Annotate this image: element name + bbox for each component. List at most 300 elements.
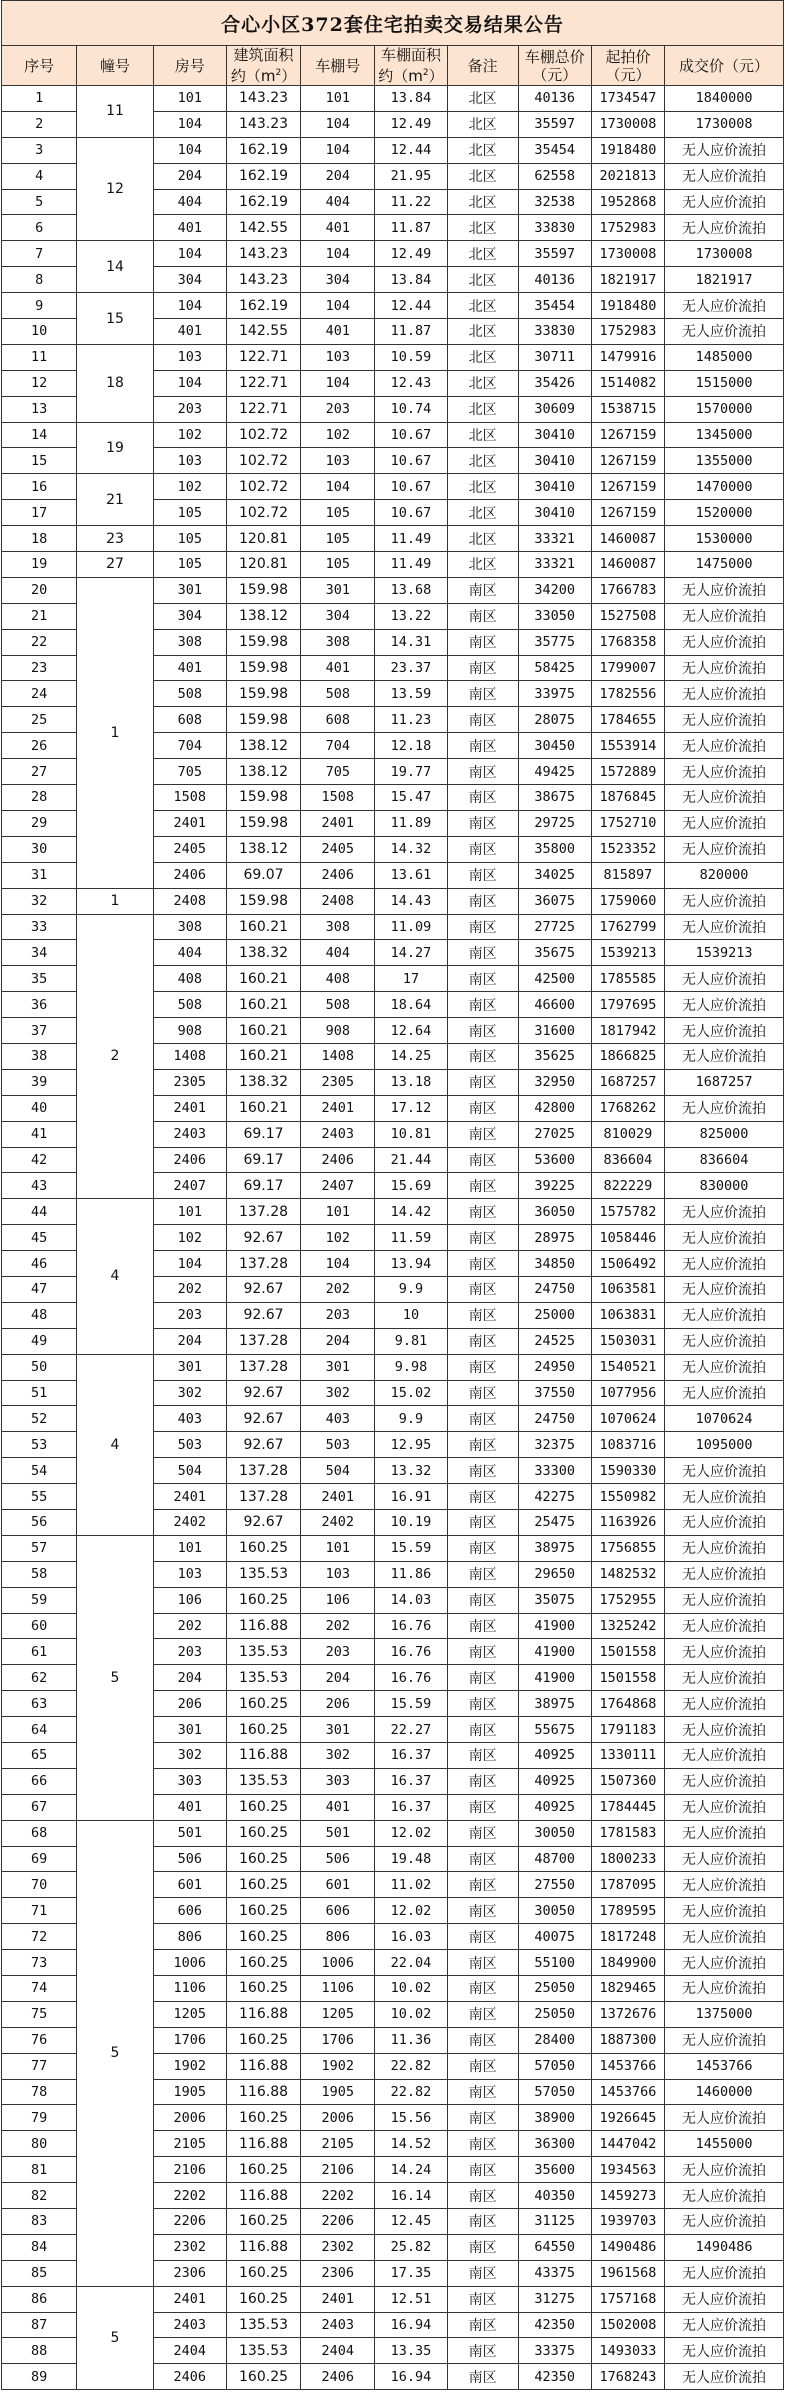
cell-shedarea: 22.82 (375, 2079, 447, 2105)
cell-total: 30410 (518, 474, 591, 500)
cell-start: 1572889 (591, 759, 664, 785)
cell-start: 2021813 (591, 163, 664, 189)
cell-shed: 705 (301, 759, 375, 785)
auction-results-table (1, 0, 784, 2390)
cell-area: 160.25 (226, 1587, 300, 1613)
cell-room: 1508 (153, 785, 226, 811)
cell-final: 1490486 (665, 2234, 784, 2260)
cell-shedarea: 10.19 (375, 1509, 447, 1535)
cell-area: 160.25 (226, 1924, 300, 1950)
cell-final: 无人应价流拍 (665, 1561, 784, 1587)
cell-shed: 401 (301, 655, 375, 681)
cell-room: 303 (153, 1768, 226, 1794)
cell-total: 30450 (518, 733, 591, 759)
cell-shed: 203 (301, 396, 375, 422)
cell-total: 36300 (518, 2131, 591, 2157)
cell-room: 806 (153, 1924, 226, 1950)
cell-room: 1205 (153, 2001, 226, 2027)
cell-shedarea: 12.95 (375, 1432, 447, 1458)
cell-seq: 18 (2, 526, 77, 552)
cell-total: 24950 (518, 1354, 591, 1380)
cell-final: 无人应价流拍 (665, 163, 784, 189)
cell-note: 北区 (447, 526, 518, 552)
cell-shedarea: 12.44 (375, 293, 447, 319)
cell-room: 2305 (153, 1069, 226, 1095)
cell-final: 无人应价流拍 (665, 914, 784, 940)
cell-seq: 62 (2, 1665, 77, 1691)
cell-shed: 204 (301, 1328, 375, 1354)
cell-shed: 105 (301, 552, 375, 578)
cell-area: 135.53 (226, 1768, 300, 1794)
cell-shedarea: 14.52 (375, 2131, 447, 2157)
cell-shedarea: 15.59 (375, 1691, 447, 1717)
cell-area: 160.25 (226, 2027, 300, 2053)
cell-shedarea: 16.76 (375, 1665, 447, 1691)
cell-total: 38900 (518, 2105, 591, 2131)
cell-note: 南区 (447, 1225, 518, 1251)
cell-start: 1077956 (591, 1380, 664, 1406)
table-row (2, 2286, 784, 2312)
cell-note: 南区 (447, 1018, 518, 1044)
cell-start: 1514082 (591, 370, 664, 396)
cell-start: 1523352 (591, 836, 664, 862)
cell-area: 138.12 (226, 836, 300, 862)
cell-room: 102 (153, 422, 226, 448)
cell-total: 55675 (518, 1717, 591, 1743)
cell-area: 122.71 (226, 344, 300, 370)
cell-area: 116.88 (226, 2183, 300, 2209)
cell-area: 160.25 (226, 1794, 300, 1820)
cell-note: 北区 (447, 267, 518, 293)
cell-seq: 56 (2, 1509, 77, 1535)
cell-area: 160.21 (226, 992, 300, 1018)
table-row (2, 474, 784, 500)
cell-building: 18 (77, 344, 153, 422)
cell-room: 705 (153, 759, 226, 785)
cell-area: 162.19 (226, 293, 300, 319)
cell-total: 28975 (518, 1225, 591, 1251)
cell-room: 2404 (153, 2338, 226, 2364)
cell-seq: 8 (2, 267, 77, 293)
cell-note: 南区 (447, 1898, 518, 1924)
cell-start: 1590330 (591, 1458, 664, 1484)
cell-seq: 39 (2, 1069, 77, 1095)
cell-start: 1479916 (591, 344, 664, 370)
cell-final: 无人应价流拍 (665, 655, 784, 681)
cell-shed: 105 (301, 500, 375, 526)
cell-note: 南区 (447, 1251, 518, 1277)
cell-shedarea: 19.77 (375, 759, 447, 785)
cell-room: 301 (153, 1717, 226, 1743)
cell-total: 36075 (518, 888, 591, 914)
cell-shedarea: 21.95 (375, 163, 447, 189)
cell-shed: 304 (301, 267, 375, 293)
cell-shed: 401 (301, 215, 375, 241)
cell-room: 101 (153, 1199, 226, 1225)
cell-start: 1460087 (591, 526, 664, 552)
cell-area: 160.25 (226, 1691, 300, 1717)
cell-note: 南区 (447, 629, 518, 655)
cell-seq: 55 (2, 1484, 77, 1510)
cell-seq: 45 (2, 1225, 77, 1251)
cell-room: 105 (153, 552, 226, 578)
cell-building: 19 (77, 422, 153, 474)
cell-final: 1455000 (665, 2131, 784, 2157)
cell-shed: 2306 (301, 2260, 375, 2286)
cell-shed: 2401 (301, 1484, 375, 1510)
cell-start: 1768358 (591, 629, 664, 655)
cell-note: 南区 (447, 759, 518, 785)
cell-area: 159.98 (226, 888, 300, 914)
cell-final: 无人应价流拍 (665, 1665, 784, 1691)
cell-note: 北区 (447, 396, 518, 422)
cell-note: 南区 (447, 1535, 518, 1561)
cell-start: 1759060 (591, 888, 664, 914)
cell-start: 1887300 (591, 2027, 664, 2053)
cell-shed: 103 (301, 1561, 375, 1587)
cell-start: 1501558 (591, 1665, 664, 1691)
cell-area: 160.21 (226, 914, 300, 940)
cell-area: 92.67 (226, 1509, 300, 1535)
cell-start: 1849900 (591, 1950, 664, 1976)
cell-room: 408 (153, 966, 226, 992)
cell-shed: 302 (301, 1743, 375, 1769)
cell-shedarea: 9.9 (375, 1406, 447, 1432)
cell-note: 南区 (447, 1587, 518, 1613)
cell-seq: 5 (2, 189, 77, 215)
cell-room: 104 (153, 111, 226, 137)
cell-note: 北区 (447, 500, 518, 526)
cell-start: 1553914 (591, 733, 664, 759)
cell-final: 无人应价流拍 (665, 1328, 784, 1354)
cell-note: 南区 (447, 2183, 518, 2209)
cell-room: 308 (153, 629, 226, 655)
cell-room: 2206 (153, 2209, 226, 2235)
header-shed-total: 车棚总价 （元） (518, 46, 591, 86)
header-building: 幢号 (77, 46, 153, 86)
cell-seq: 38 (2, 1043, 77, 1069)
cell-total: 53600 (518, 1147, 591, 1173)
cell-start: 1575782 (591, 1199, 664, 1225)
cell-shedarea: 17 (375, 966, 447, 992)
cell-room: 1902 (153, 2053, 226, 2079)
cell-room: 204 (153, 1665, 226, 1691)
cell-seq: 70 (2, 1872, 77, 1898)
cell-total: 34200 (518, 577, 591, 603)
cell-shedarea: 12.44 (375, 137, 447, 163)
cell-room: 101 (153, 86, 226, 112)
cell-seq: 25 (2, 707, 77, 733)
cell-seq: 76 (2, 2027, 77, 2053)
cell-note: 南区 (447, 2338, 518, 2364)
cell-shed: 2402 (301, 1509, 375, 1535)
cell-start: 1768243 (591, 2364, 664, 2390)
cell-start: 1506492 (591, 1251, 664, 1277)
cell-total: 40925 (518, 1768, 591, 1794)
cell-seq: 63 (2, 1691, 77, 1717)
cell-area: 160.25 (226, 1950, 300, 1976)
cell-seq: 13 (2, 396, 77, 422)
cell-final: 无人应价流拍 (665, 1639, 784, 1665)
cell-shedarea: 10.02 (375, 1976, 447, 2002)
cell-shed: 105 (301, 526, 375, 552)
cell-shedarea: 14.25 (375, 1043, 447, 1069)
cell-area: 159.98 (226, 577, 300, 603)
cell-shed: 2405 (301, 836, 375, 862)
cell-room: 104 (153, 370, 226, 396)
cell-start: 1539213 (591, 940, 664, 966)
cell-shed: 104 (301, 111, 375, 137)
cell-final: 无人应价流拍 (665, 1872, 784, 1898)
header-start-price: 起拍价 （元） (591, 46, 664, 86)
cell-seq: 69 (2, 1846, 77, 1872)
cell-seq: 73 (2, 1950, 77, 1976)
cell-room: 204 (153, 163, 226, 189)
cell-area: 92.67 (226, 1225, 300, 1251)
cell-total: 48700 (518, 1846, 591, 1872)
cell-area: 135.53 (226, 1561, 300, 1587)
cell-final: 无人应价流拍 (665, 733, 784, 759)
cell-final: 无人应价流拍 (665, 293, 784, 319)
cell-final: 1475000 (665, 552, 784, 578)
cell-seq: 23 (2, 655, 77, 681)
table-body (2, 86, 784, 2390)
cell-shed: 1106 (301, 1976, 375, 2002)
cell-room: 2006 (153, 2105, 226, 2131)
cell-room: 203 (153, 1302, 226, 1328)
cell-start: 1070624 (591, 1406, 664, 1432)
cell-shed: 301 (301, 577, 375, 603)
cell-note: 南区 (447, 655, 518, 681)
table-row (2, 422, 784, 448)
cell-start: 1734547 (591, 86, 664, 112)
cell-room: 601 (153, 1872, 226, 1898)
cell-room: 2401 (153, 1484, 226, 1510)
cell-area: 137.28 (226, 1199, 300, 1225)
cell-shedarea: 15.56 (375, 2105, 447, 2131)
cell-final: 无人应价流拍 (665, 1950, 784, 1976)
cell-building: 4 (77, 1199, 153, 1354)
cell-room: 105 (153, 526, 226, 552)
cell-note: 南区 (447, 1121, 518, 1147)
cell-final: 无人应价流拍 (665, 707, 784, 733)
cell-total: 35426 (518, 370, 591, 396)
cell-total: 40925 (518, 1794, 591, 1820)
cell-room: 2106 (153, 2157, 226, 2183)
cell-room: 308 (153, 914, 226, 940)
cell-shedarea: 16.03 (375, 1924, 447, 1950)
header-floor-area: 建筑面积 约$(m^2)$ (226, 46, 300, 86)
cell-shed: 501 (301, 1820, 375, 1846)
cell-note: 南区 (447, 2364, 518, 2390)
cell-note: 北区 (447, 163, 518, 189)
cell-note: 南区 (447, 1095, 518, 1121)
cell-start: 1918480 (591, 137, 664, 163)
cell-final: 无人应价流拍 (665, 1302, 784, 1328)
cell-seq: 49 (2, 1328, 77, 1354)
cell-room: 301 (153, 1354, 226, 1380)
cell-shedarea: 13.84 (375, 267, 447, 293)
cell-note: 南区 (447, 1846, 518, 1872)
cell-shed: 104 (301, 370, 375, 396)
cell-start: 1058446 (591, 1225, 664, 1251)
cell-shed: 302 (301, 1380, 375, 1406)
cell-total: 30050 (518, 1898, 591, 1924)
cell-area: 162.19 (226, 189, 300, 215)
cell-seq: 66 (2, 1768, 77, 1794)
cell-shedarea: 12.51 (375, 2286, 447, 2312)
cell-area: 116.88 (226, 2053, 300, 2079)
cell-area: 120.81 (226, 526, 300, 552)
cell-note: 南区 (447, 1691, 518, 1717)
cell-room: 203 (153, 1639, 226, 1665)
cell-area: 160.25 (226, 1872, 300, 1898)
cell-note: 南区 (447, 1302, 518, 1328)
cell-total: 40925 (518, 1743, 591, 1769)
cell-shed: 203 (301, 1639, 375, 1665)
cell-final: 无人应价流拍 (665, 2027, 784, 2053)
cell-start: 1325242 (591, 1613, 664, 1639)
cell-start: 810029 (591, 1121, 664, 1147)
cell-area: 135.53 (226, 1665, 300, 1691)
cell-shed: 806 (301, 1924, 375, 1950)
cell-seq: 50 (2, 1354, 77, 1380)
cell-final: 1730008 (665, 111, 784, 137)
cell-seq: 1 (2, 86, 77, 112)
cell-area: 143.23 (226, 111, 300, 137)
cell-seq: 42 (2, 1147, 77, 1173)
cell-final: 无人应价流拍 (665, 1199, 784, 1225)
cell-seq: 82 (2, 2183, 77, 2209)
cell-note: 南区 (447, 1820, 518, 1846)
cell-shedarea: 13.84 (375, 86, 447, 112)
cell-area: 116.88 (226, 1743, 300, 1769)
cell-shedarea: 15.69 (375, 1173, 447, 1199)
cell-shedarea: 11.49 (375, 526, 447, 552)
cell-total: 33975 (518, 681, 591, 707)
cell-shed: 2106 (301, 2157, 375, 2183)
cell-area: 142.55 (226, 319, 300, 345)
cell-shedarea: 11.86 (375, 1561, 447, 1587)
cell-room: 404 (153, 189, 226, 215)
cell-seq: 34 (2, 940, 77, 966)
cell-shed: 908 (301, 1018, 375, 1044)
cell-shed: 103 (301, 448, 375, 474)
cell-final: 无人应价流拍 (665, 1846, 784, 1872)
cell-shed: 2302 (301, 2234, 375, 2260)
cell-final: 830000 (665, 1173, 784, 1199)
cell-total: 35075 (518, 1587, 591, 1613)
cell-shed: 203 (301, 1302, 375, 1328)
cell-note: 南区 (447, 707, 518, 733)
cell-start: 1926645 (591, 2105, 664, 2131)
cell-seq: 26 (2, 733, 77, 759)
cell-area: 160.25 (226, 2260, 300, 2286)
cell-final: 无人应价流拍 (665, 2364, 784, 2390)
cell-seq: 48 (2, 1302, 77, 1328)
cell-total: 35675 (518, 940, 591, 966)
cell-note: 南区 (447, 1561, 518, 1587)
cell-total: 55100 (518, 1950, 591, 1976)
cell-room: 206 (153, 1691, 226, 1717)
cell-total: 30410 (518, 448, 591, 474)
cell-start: 1797695 (591, 992, 664, 1018)
cell-total: 57050 (518, 2079, 591, 2105)
cell-area: 160.25 (226, 2209, 300, 2235)
cell-seq: 12 (2, 370, 77, 396)
cell-note: 南区 (447, 1147, 518, 1173)
table-row (2, 552, 784, 578)
cell-shed: 508 (301, 681, 375, 707)
cell-area: 137.28 (226, 1458, 300, 1484)
cell-room: 304 (153, 603, 226, 629)
cell-note: 南区 (447, 2157, 518, 2183)
cell-note: 南区 (447, 1768, 518, 1794)
cell-room: 204 (153, 1328, 226, 1354)
cell-room: 401 (153, 1794, 226, 1820)
cell-final: 无人应价流拍 (665, 189, 784, 215)
cell-note: 北区 (447, 474, 518, 500)
cell-room: 301 (153, 577, 226, 603)
cell-shedarea: 15.47 (375, 785, 447, 811)
cell-start: 1784445 (591, 1794, 664, 1820)
cell-seq: 64 (2, 1717, 77, 1743)
cell-seq: 71 (2, 1898, 77, 1924)
cell-seq: 85 (2, 2260, 77, 2286)
cell-shed: 2408 (301, 888, 375, 914)
cell-final: 1840000 (665, 86, 784, 112)
cell-note: 北区 (447, 448, 518, 474)
cell-start: 1821917 (591, 267, 664, 293)
cell-seq: 14 (2, 422, 77, 448)
cell-area: 162.19 (226, 137, 300, 163)
cell-area: 135.53 (226, 2312, 300, 2338)
cell-building: 27 (77, 552, 153, 578)
cell-shed: 506 (301, 1846, 375, 1872)
cell-total: 29650 (518, 1561, 591, 1587)
cell-start: 1540521 (591, 1354, 664, 1380)
table-row (2, 1354, 784, 1380)
cell-total: 30609 (518, 396, 591, 422)
cell-final: 无人应价流拍 (665, 1691, 784, 1717)
cell-area: 69.17 (226, 1121, 300, 1147)
header-room: 房号 (153, 46, 226, 86)
cell-shedarea: 18.64 (375, 992, 447, 1018)
header-row (2, 46, 784, 86)
cell-total: 25475 (518, 1509, 591, 1535)
cell-building: 5 (77, 1820, 153, 2286)
cell-shed: 102 (301, 422, 375, 448)
cell-total: 35597 (518, 111, 591, 137)
table-row (2, 1535, 784, 1561)
cell-shedarea: 13.61 (375, 862, 447, 888)
cell-note: 南区 (447, 2209, 518, 2235)
cell-total: 34025 (518, 862, 591, 888)
cell-area: 143.23 (226, 86, 300, 112)
table-row (2, 914, 784, 940)
cell-seq: 28 (2, 785, 77, 811)
cell-seq: 59 (2, 1587, 77, 1613)
cell-shed: 101 (301, 86, 375, 112)
cell-seq: 11 (2, 344, 77, 370)
cell-area: 137.28 (226, 1328, 300, 1354)
cell-shed: 301 (301, 1354, 375, 1380)
cell-shed: 103 (301, 344, 375, 370)
cell-area: 122.71 (226, 370, 300, 396)
cell-note: 南区 (447, 2105, 518, 2131)
cell-shedarea: 12.43 (375, 370, 447, 396)
cell-area: 69.07 (226, 862, 300, 888)
